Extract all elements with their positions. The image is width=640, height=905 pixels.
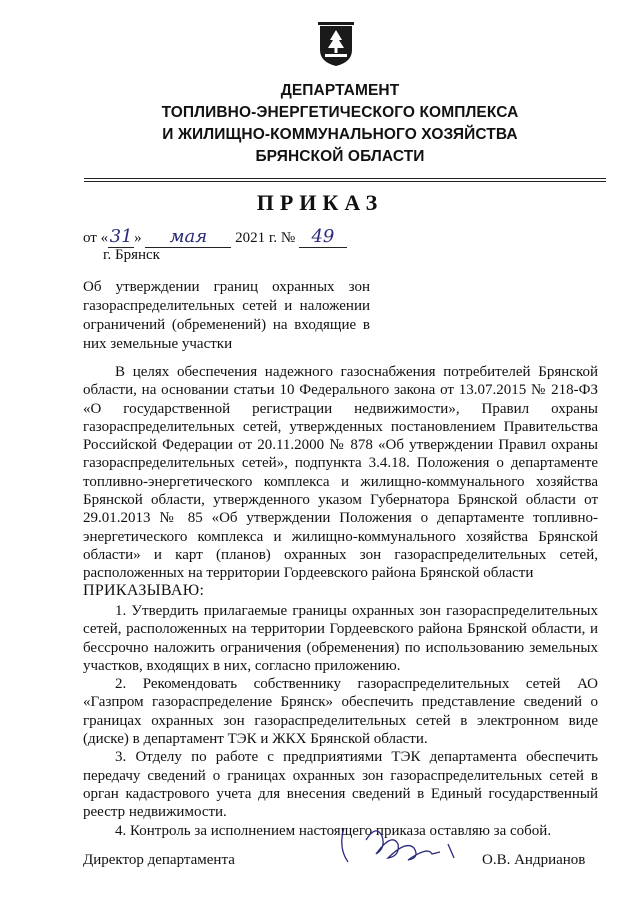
signer-name: О.В. Андрианов xyxy=(482,852,586,868)
date-prefix: от « xyxy=(83,230,109,246)
department-name-line-3: И ЖИЛИЩНО-КОММУНАЛЬНОГО ХОЗЯЙСТВА xyxy=(162,126,518,143)
order-number-label: № xyxy=(280,230,296,246)
order-year: 2021 г. xyxy=(235,230,278,246)
order-items xyxy=(83,602,598,840)
signer-position: Директор департамента xyxy=(83,852,235,868)
department-name-line-4: БРЯНСКОЙ ОБЛАСТИ xyxy=(255,148,425,165)
order-subject: Об утверждении границ охранных зон газораспределительных сетей и наложении ограничений (обременений) на входящие в них земельные участки xyxy=(83,279,370,352)
department-name-line-1: ДЕПАРТАМЕНТ xyxy=(280,82,400,99)
order-date-line xyxy=(83,226,347,248)
order-command: ПРИКАЗЫВАЮ: xyxy=(83,582,205,599)
order-city: г. Брянск xyxy=(103,247,160,263)
date-mid: » xyxy=(134,230,142,246)
order-day: 31 xyxy=(109,226,133,247)
header-divider-top xyxy=(84,178,606,179)
order-month: мая xyxy=(145,226,231,248)
order-number: 49 xyxy=(299,226,347,248)
order-item-3: 3. Отделу по работе с предприятиями ТЭК департамента обеспечить передачу сведений о границах охранных зон газораспределительных сетей в орган кадастрового учета для внесения сведений в Единый государственный реестр недвижимости. xyxy=(83,749,598,821)
order-item-1: 1. Утвердить прилагаемые границы охранных зон газораспределительных сетей, расположенных на территории Гордеевского района Брянской области, и бессрочно наложить ограничения (обременения) по использованию земельных участков, входящих в них, согласно приложению. xyxy=(83,603,598,674)
coat-of-arms-icon xyxy=(316,20,356,68)
document-title: ПРИКАЗ xyxy=(256,190,384,215)
order-preamble xyxy=(83,363,598,583)
order-item-2: 2. Рекомендовать собственнику газораспределительных сетей АО «Газпром газораспределение Брянск» обеспечить представление сведений о границах охранных зон газораспределительных сетей в электронном виде (диске) в департамент ТЭК и ЖКХ Брянской области. xyxy=(83,676,598,748)
preamble-text: В целях обеспечения надежного газоснабжения потребителей Брянской области, на основании статьи 10 Федерального закона от 13.07.2015 № 218-ФЗ «О государственной регистрации недвижимости», Правил охраны газораспределительных сетей, утвержденных постановлением Правительства Российской Федерации от 20.11.2000 № 878 «Об утверждении Правил охраны газораспределительных сетей», подпункта 3.4.18. Положения о департаменте топливно-энергетического комплекса и жилищно-коммунального хозяйства Брянской области, утвержденного указом Губернатора Брянской области от 29.01.2013 № 85 «Об утверждении Положения о департаменте топливно-энергетического комплекса и жилищно-коммунального хозяйства Брянской области» и карт (планов) охранных зон газораспределительных сетей, расположенных на территории Гордеевского района Брянской области xyxy=(83,364,598,582)
handwritten-signature xyxy=(336,822,466,872)
header-divider-bottom xyxy=(84,181,606,182)
order-item-4: 4. Контроль за исполнением настоящего приказа оставляю за собой. xyxy=(115,822,552,839)
department-name-line-2: ТОПЛИВНО-ЭНЕРГЕТИЧЕСКОГО КОМПЛЕКСА xyxy=(161,104,519,121)
